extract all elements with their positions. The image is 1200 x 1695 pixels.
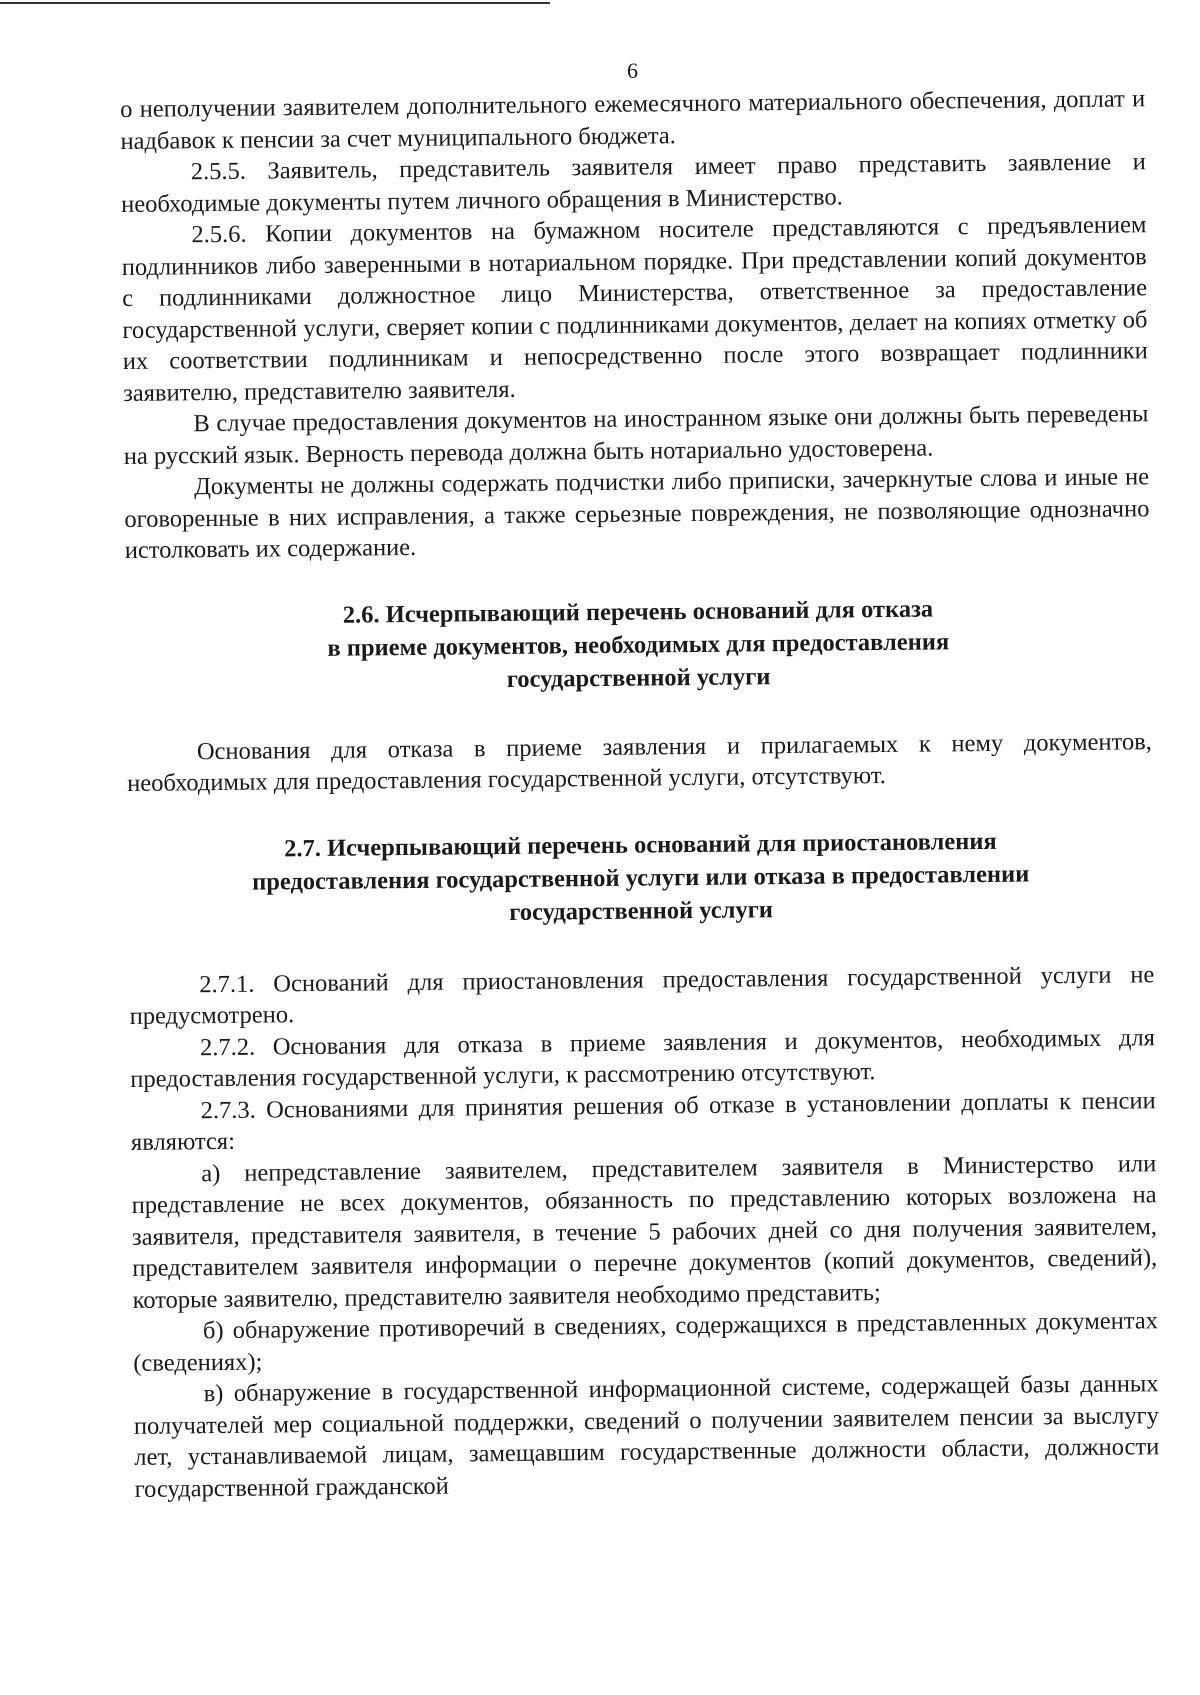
paragraph-foreign-language: В случае предоставления документов на иностранном языке они должны быть переведены на русский язык. Верность перевода должна быть нотариально удостоверена. <box>123 400 1149 470</box>
section-heading-2-7: 2.7. Исчерпывающий перечень оснований для приостановления предоставления государственной услуги или отказа в предоставлении государственной услуги <box>252 827 1030 926</box>
paragraph-continuation: о неполучении заявителем дополнительного ежемесячного материального обеспечения, доплат и надбавок к пенсии за счет муниципального бюджета. <box>120 85 1146 155</box>
paragraph-2-7-2: 2.7.2. Основания для отказа в приеме заявления и документов, необходимых для предоставления государственной услуги, к рассмотрению отсутствуют. <box>130 1023 1156 1093</box>
list-item-v: в) обнаружение в государственной информационной системе, содержащей базы данных получателей мер социальной поддержки, сведений о получении заявителем пенсии за выслугу лет, устанавливаемой лицам, замещавшим государственные должности области, должности государственной гражданской <box>133 1370 1160 1503</box>
top-rule <box>0 2 550 4</box>
list-item-a: а) непредставление заявителем, представителем заявителя в Министерство или представление не всех документов, обязанность по представлению которых возложена на заявителя, представителя заявителя, в течение 5 рабочих дней со дня получения заявителем, представителем заявителя информации о перечне документов (копий документов, сведений), которые заявителю, представителю заявителя необходимо представить; <box>131 1149 1158 1314</box>
paragraph-2-5-6: 2.5.6. Копии документов на бумажном носителе представляются с предъявлением подлинников либо заверенными в нотариальном порядке. При представлении копий документов с подлинниками должностное лицо Министерства, ответственное за предоставление государственной услуги, сверяет копии с подлинниками документов, делает на копиях отметку об их соответствии подлинникам и непосредственно после этого возвращает подлинники заявителю, представителю заявителя. <box>121 211 1148 407</box>
document-body <box>120 83 1160 1505</box>
section-heading-2-6: 2.6. Исчерпывающий перечень оснований для отказа в приеме документов, необходимых для предоставления государственной услуги <box>327 595 950 693</box>
paragraph-2-7-1: 2.7.1. Оснований для приостановления предоставления государственной услуги не предусмотрено. <box>129 960 1155 1030</box>
paragraph-2-5-5: 2.5.5. Заявитель, представитель заявителя имеет право представить заявление и необходимые документы путем личного обращения в Министерство. <box>121 148 1146 218</box>
paragraph-2-6-body: Основания для отказа в приеме заявления и прилагаемых к нему документов, необходимых для предоставления государственной услуги, отсутствуют. <box>127 727 1152 797</box>
list-item-b: б) обнаружение противоречий в сведениях, содержащихся в представленных документах (сведениях); <box>133 1307 1159 1377</box>
page-number: 6 <box>627 58 638 83</box>
paragraph-document-requirements: Документы не должны содержать подчистки либо приписки, зачеркнутые слова и иные не оговоренные в них исправления, а также серьезные повреждения, не позволяющие однозначно истолковать их содержание. <box>124 463 1150 564</box>
paragraph-2-7-3: 2.7.3. Основаниями для принятия решения об отказе в установлении доплаты к пенсии являются: <box>130 1086 1156 1156</box>
